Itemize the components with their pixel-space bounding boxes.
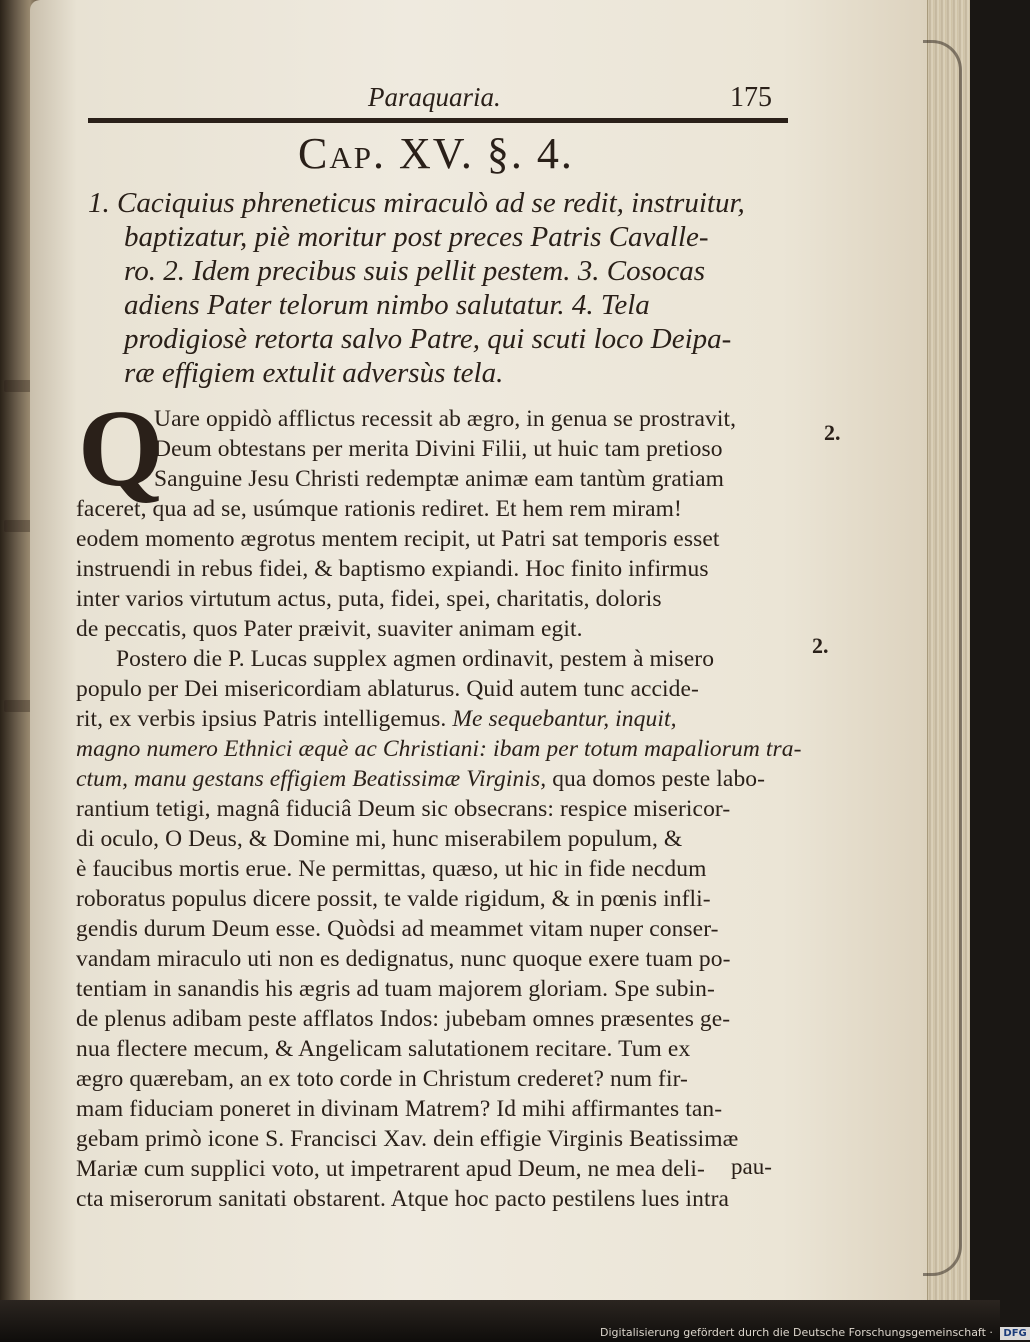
argument-line: 1. Caciquius phreneticus miraculò ad se redit, instruitur, (88, 187, 745, 219)
body-line-tail: qua domos peste labo- (552, 766, 766, 792)
digitization-footer (600, 1324, 1027, 1342)
body-line: rantium tetigi, magnâ fiduciâ Deum sic obsecrans: respice misericor- (76, 796, 731, 822)
body-line: Postero die P. Lucas supplex agmen ordinavit, pestem à misero (116, 646, 715, 672)
body-line-text: ctum, manu gestans effigiem Beatissimæ Virginis, (76, 766, 547, 792)
chapter-argument (88, 186, 808, 390)
body-line: ægro quærebam, an ex toto corde in Christum crederet? num fir- (76, 1066, 688, 1092)
body-line: de plenus adibam peste afflatos Indos: jubebam omnes præsentes ge- (76, 1006, 731, 1032)
body-line: è faucibus mortis erue. Ne permittas, quæso, ut hic in fide necdum (76, 856, 707, 882)
header-rule (88, 118, 788, 123)
running-head (90, 82, 790, 122)
argument-line: ræ effigiem extulit adversùs tela. (124, 357, 504, 389)
body-text (76, 404, 806, 1214)
body-line: tentiam in sanandis his ægris ad tuam majorem gloriam. Spe subin- (76, 976, 715, 1002)
body-line: roboratus populus dicere possit, te valde rigidum, & in pœnis infli- (76, 886, 711, 912)
chapter-heading: Cap. XV. §. 4. (298, 129, 574, 178)
body-line: vandam miraculo uti non es dedignatus, nunc quoque exere tuam po- (76, 946, 731, 972)
binding-clasp (923, 40, 962, 1276)
body-line: inter varios virtutum actus, puta, fidei, spei, charitatis, doloris (76, 586, 662, 612)
running-title: Paraquaria. (368, 82, 501, 112)
margin-number: 2. (812, 633, 829, 658)
body-line: faceret, qua ad se, usúmque rationis rediret. Et hem rem miram! (76, 496, 682, 522)
drop-cap: Q (78, 387, 164, 509)
body-line: di oculo, O Deus, & Domine mi, hunc miserabilem populum, & (76, 826, 683, 852)
argument-line: adiens Pater telorum nimbo salutatur. 4. Tela (124, 289, 650, 321)
body-line: Deum obtestans per merita Divini Filii, ut huic tam pretioso (154, 436, 723, 462)
body-line: Mariæ cum supplici voto, ut impetrarent apud Deum, ne mea deli- (76, 1156, 705, 1182)
body-line (76, 704, 806, 734)
margin-number: 2. (824, 420, 841, 445)
body-line-text: rit, ex verbis ipsius Patris intelligemus. (76, 706, 447, 732)
body-line: Uare oppidò afflictus recessit ab ægro, in genua se prostravit, (154, 406, 737, 432)
body-line: instruendi in rebus fidei, & baptismo expiandi. Hoc finito infirmus (76, 556, 709, 582)
body-line: cta miserorum sanitati obstarent. Atque hoc pacto pestilens lues intra (76, 1186, 730, 1212)
body-line (76, 764, 806, 794)
body-line: populo per Dei misericordiam ablaturus. Quid autem tunc accide- (76, 676, 699, 702)
argument-line: baptizatur, piè moritur post preces Patris Cavalle- (124, 221, 709, 253)
body-line: Sanguine Jesu Christi redemptæ animæ eam tantùm gratiam (154, 466, 725, 492)
body-line: eodem momento ægrotus mentem recipit, ut Patri sat temporis esset (76, 526, 720, 552)
page-number: 175 (730, 82, 772, 113)
body-line: mam fiduciam poneret in divinam Matrem? Id mihi affirmantes tan- (76, 1096, 723, 1122)
footer-text: Digitalisierung gefördert durch die Deutsche Forschungsgemeinschaft · (600, 1326, 993, 1339)
argument-line: ro. 2. Idem precibus suis pellit pestem. 3. Cosocas (124, 255, 706, 287)
dfg-logo: DFG (1000, 1327, 1029, 1340)
body-line: gendis durum Deum esse. Quòdsi ad meammet vitam nuper conser- (76, 916, 719, 942)
body-line: gebam primò icone S. Francisci Xav. dein effigie Virginis Beatissimæ (76, 1126, 739, 1152)
body-line: magno numero Ethnici æquè ac Christiani: ibam per totum mapaliorum tra- (76, 736, 802, 762)
body-line: de peccatis, quos Pater præivit, suaviter animam egit. (76, 616, 583, 642)
quote-intro: Me sequebantur, inquit, (452, 706, 677, 732)
catchword: pau- (731, 1154, 772, 1179)
body-line: nua flectere mecum, & Angelicam salutationem recitare. Tum ex (76, 1036, 691, 1062)
argument-line: prodigiosè retorta salvo Patre, qui scuti loco Deipa- (124, 323, 732, 355)
